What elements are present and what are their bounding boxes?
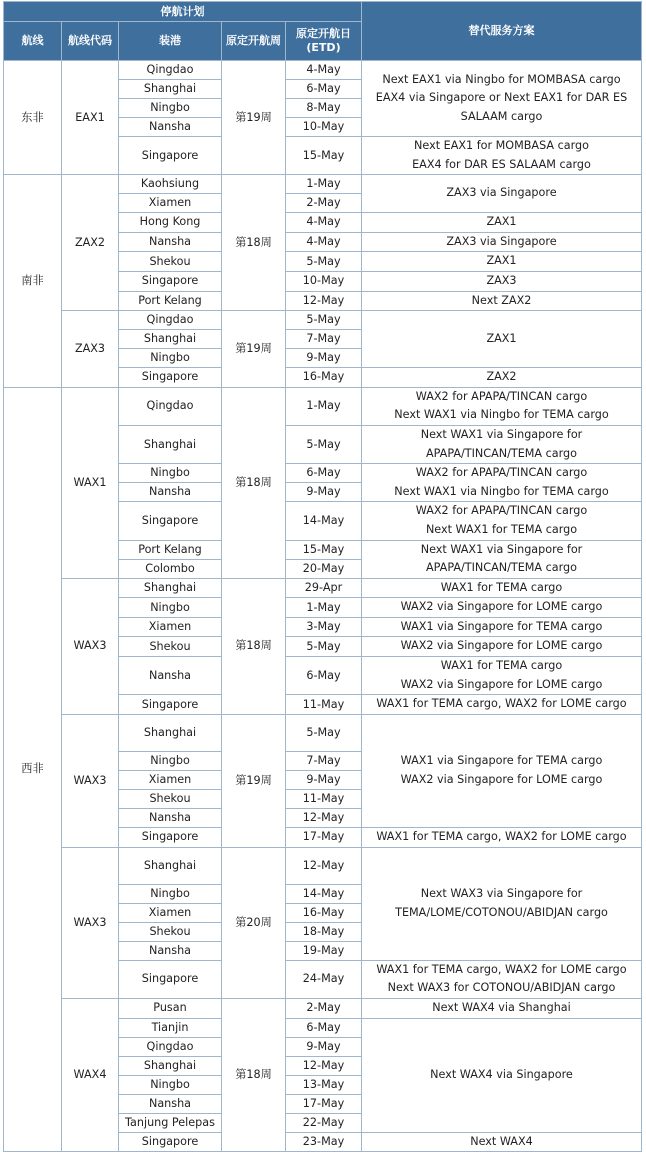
port-cell: Ningbo [119, 1075, 222, 1094]
port-cell: Nansha [119, 1094, 222, 1113]
port-cell: Shekou [119, 790, 222, 809]
port-cell: Nansha [119, 118, 222, 137]
alternative-service-cell: ZAX1 [362, 252, 642, 272]
port-cell: Singapore [119, 960, 222, 998]
etd-cell: 24-May [286, 960, 362, 998]
alternative-service-cell: ZAX3 via Singapore [362, 232, 642, 252]
suspension-plan-header: 停航计划 [4, 2, 362, 22]
port-cell: Xiamen [119, 194, 222, 213]
port-cell: Xiamen [119, 903, 222, 922]
week-cell: 第20周 [222, 847, 286, 998]
etd-cell: 1-May [286, 598, 362, 618]
port-cell: Singapore [119, 1132, 222, 1152]
route-code-cell: WAX1 [62, 387, 119, 578]
route-code-cell: WAX4 [62, 999, 119, 1152]
port-cell: Qingdao [119, 311, 222, 330]
port-cell: Nansha [119, 809, 222, 828]
etd-cell: 16-May [286, 903, 362, 922]
alternative-service-cell: ZAX3 via Singapore [362, 175, 642, 213]
port-cell: Xiamen [119, 617, 222, 637]
alternative-service-cell: ZAX3 [362, 271, 642, 291]
etd-cell: 6-May [286, 464, 362, 483]
route-code-header: 航线代码 [62, 22, 119, 61]
port-cell: Ningbo [119, 598, 222, 618]
port-cell: Colombo [119, 559, 222, 578]
table-row [4, 999, 642, 1019]
port-cell: Hong Kong [119, 213, 222, 233]
week-cell: 第19周 [222, 61, 286, 175]
etd-cell: 14-May [286, 884, 362, 903]
etd-cell: 4-May [286, 232, 362, 252]
port-cell: Singapore [119, 502, 222, 540]
port-cell: Shanghai [119, 847, 222, 884]
route-region-cell: 西非 [4, 387, 62, 1151]
schedule-table [3, 1, 642, 1152]
etd-cell: 2-May [286, 194, 362, 213]
week-cell: 第18周 [222, 175, 286, 311]
etd-cell: 15-May [286, 540, 362, 559]
etd-cell: 13-May [286, 1075, 362, 1094]
etd-cell: 12-May [286, 809, 362, 828]
etd-cell: 4-May [286, 61, 362, 80]
etd-cell: 6-May [286, 1018, 362, 1037]
route-code-cell: EAX1 [62, 61, 119, 175]
etd-cell: 6-May [286, 80, 362, 99]
alternative-service-cell: WAX2 for APAPA/TINCAN cargo Next WAX1 via Ningbo for TEMA cargo [362, 387, 642, 425]
route-code-cell: WAX3 [62, 847, 119, 998]
week-cell: 第18周 [222, 387, 286, 578]
week-cell: 第19周 [222, 311, 286, 388]
alternative-service-cell: WAX1 via Singapore for TEMA cargo WAX2 via Singapore for LOME cargo [362, 714, 642, 827]
alternative-service-cell: WAX2 via Singapore for LOME cargo [362, 598, 642, 618]
etd-cell: 11-May [286, 790, 362, 809]
alternative-service-cell: WAX2 for APAPA/TINCAN cargo Next WAX1 for TEMA cargo [362, 502, 642, 540]
alternative-service-cell: WAX1 for TEMA cargo, WAX2 for LOME cargo [362, 828, 642, 848]
etd-cell: 6-May [286, 657, 362, 695]
etd-cell: 12-May [286, 847, 362, 884]
port-cell: Shanghai [119, 330, 222, 349]
alternative-service-cell: Next WAX4 via Singapore [362, 1018, 642, 1132]
week-cell: 第18周 [222, 578, 286, 714]
port-cell: Shekou [119, 922, 222, 941]
etd-cell: 7-May [286, 752, 362, 771]
route-code-cell: ZAX3 [62, 311, 119, 388]
port-cell: Nansha [119, 232, 222, 252]
alternative-service-cell: WAX1 for TEMA cargo WAX2 via Singapore for LOME cargo [362, 657, 642, 695]
etd-cell: 23-May [286, 1132, 362, 1152]
port-cell: Singapore [119, 368, 222, 388]
alternative-service-cell: Next ZAX2 [362, 291, 642, 311]
port-cell: Shekou [119, 637, 222, 657]
port-cell: Singapore [119, 137, 222, 175]
port-cell: Tianjin [119, 1018, 222, 1037]
etd-cell: 17-May [286, 1094, 362, 1113]
etd-cell: 16-May [286, 368, 362, 388]
table-row [4, 847, 642, 884]
route-code-cell: WAX3 [62, 714, 119, 847]
alternative-service-cell: WAX1 for TEMA cargo, WAX2 for LOME cargo [362, 695, 642, 715]
port-cell: Qingdao [119, 1037, 222, 1056]
etd-cell: 19-May [286, 941, 362, 960]
route-header: 航线 [4, 22, 62, 61]
port-cell: Tanjung Pelepas [119, 1113, 222, 1132]
etd-cell: 3-May [286, 617, 362, 637]
port-cell: Singapore [119, 271, 222, 291]
etd-cell: 9-May [286, 349, 362, 368]
port-cell: Nansha [119, 941, 222, 960]
week-cell: 第19周 [222, 714, 286, 847]
port-cell: Shanghai [119, 1056, 222, 1075]
route-region-cell: 南非 [4, 175, 62, 388]
port-cell: Ningbo [119, 464, 222, 483]
alternative-service-cell: Next WAX1 via Singapore for APAPA/TINCAN/TEMA cargo [362, 425, 642, 463]
table-row [4, 61, 642, 80]
port-cell: Ningbo [119, 99, 222, 118]
etd-cell: 9-May [286, 483, 362, 502]
etd-cell: 1-May [286, 387, 362, 425]
table-row [4, 311, 642, 330]
etd-cell: 2-May [286, 999, 362, 1019]
route-code-cell: WAX3 [62, 578, 119, 714]
route-code-cell: ZAX2 [62, 175, 119, 311]
alternative-service-cell: Next WAX4 via Shanghai [362, 999, 642, 1019]
port-cell: Singapore [119, 695, 222, 715]
alternative-service-cell: Next WAX4 [362, 1132, 642, 1152]
table-row [4, 714, 642, 751]
port-cell: Nansha [119, 657, 222, 695]
port-cell: Ningbo [119, 349, 222, 368]
etd-cell: 5-May [286, 425, 362, 463]
port-cell: Port Kelang [119, 291, 222, 311]
alternative-service-cell: Next EAX1 via Ningbo for MOMBASA cargo EAX4 via Singapore or Next EAX1 for DAR ES SALAAM cargo [362, 61, 642, 137]
alternative-service-cell: WAX1 for TEMA cargo, WAX2 for LOME cargo Next WAX3 for COTONOU/ABIDJAN cargo [362, 960, 642, 998]
original-week-header: 原定开航周 [222, 22, 286, 61]
etd-cell: 9-May [286, 771, 362, 790]
alternative-service-cell: Next EAX1 for MOMBASA cargo EAX4 for DAR ES SALAAM cargo [362, 137, 642, 175]
etd-cell: 8-May [286, 99, 362, 118]
original-etd-header: 原定开航日 (ETD) [286, 22, 362, 61]
alternative-service-cell: WAX1 for TEMA cargo [362, 578, 642, 598]
port-cell: Port Kelang [119, 540, 222, 559]
port-cell: Singapore [119, 828, 222, 848]
etd-cell: 12-May [286, 291, 362, 311]
alternative-service-cell: WAX2 via Singapore for LOME cargo [362, 637, 642, 657]
port-cell: Pusan [119, 999, 222, 1019]
table-row [4, 387, 642, 425]
port-cell: Shanghai [119, 80, 222, 99]
etd-cell: 22-May [286, 1113, 362, 1132]
alternative-service-cell: Next WAX3 via Singapore for TEMA/LOME/COTONOU/ABIDJAN cargo [362, 847, 642, 960]
port-cell: Qingdao [119, 61, 222, 80]
alternative-service-cell: ZAX1 [362, 213, 642, 233]
alternative-service-cell: ZAX2 [362, 368, 642, 388]
schedule-body [4, 61, 642, 1152]
etd-cell: 4-May [286, 213, 362, 233]
table-row [4, 578, 642, 598]
port-cell: Ningbo [119, 884, 222, 903]
etd-cell: 18-May [286, 922, 362, 941]
port-cell: Xiamen [119, 771, 222, 790]
alternative-service-cell: Next WAX1 via Singapore for APAPA/TINCAN/TEMA cargo [362, 540, 642, 578]
etd-cell: 9-May [286, 1037, 362, 1056]
etd-cell: 15-May [286, 137, 362, 175]
table-row [4, 175, 642, 194]
etd-cell: 12-May [286, 1056, 362, 1075]
alternative-service-cell: WAX2 for APAPA/TINCAN cargo Next WAX1 via Ningbo for TEMA cargo [362, 464, 642, 502]
etd-cell: 17-May [286, 828, 362, 848]
etd-cell: 14-May [286, 502, 362, 540]
port-cell: Ningbo [119, 752, 222, 771]
port-cell: Kaohsiung [119, 175, 222, 194]
etd-cell: 5-May [286, 637, 362, 657]
etd-cell: 29-Apr [286, 578, 362, 598]
port-cell: Qingdao [119, 387, 222, 425]
port-cell: Shekou [119, 252, 222, 272]
etd-cell: 5-May [286, 252, 362, 272]
etd-cell: 10-May [286, 271, 362, 291]
etd-cell: 5-May [286, 714, 362, 751]
etd-cell: 10-May [286, 118, 362, 137]
week-cell: 第18周 [222, 999, 286, 1152]
port-cell: Shanghai [119, 425, 222, 463]
etd-cell: 20-May [286, 559, 362, 578]
port-cell: Shanghai [119, 714, 222, 751]
port-cell: Nansha [119, 483, 222, 502]
etd-cell: 5-May [286, 311, 362, 330]
alternative-service-header: 替代服务方案 [362, 2, 642, 61]
etd-cell: 7-May [286, 330, 362, 349]
etd-cell: 1-May [286, 175, 362, 194]
alternative-service-cell: WAX1 via Singapore for TEMA cargo [362, 617, 642, 637]
port-cell: Shanghai [119, 578, 222, 598]
etd-cell: 11-May [286, 695, 362, 715]
alternative-service-cell: ZAX1 [362, 311, 642, 368]
route-region-cell: 东非 [4, 61, 62, 175]
loading-port-header: 装港 [119, 22, 222, 61]
